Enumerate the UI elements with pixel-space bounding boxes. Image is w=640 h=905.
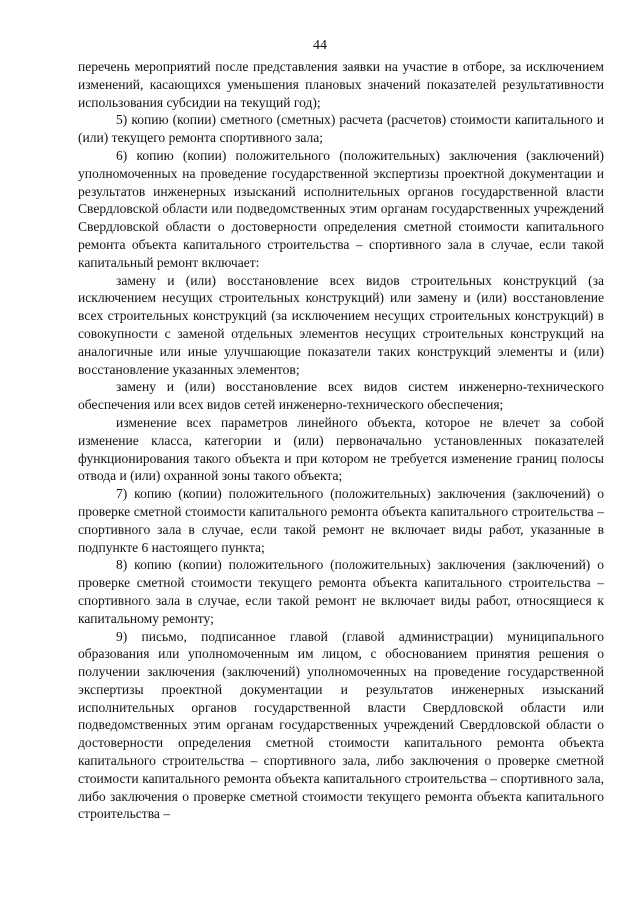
paragraph-item-8: 8) копию (копии) положительного (положительных) заключения (заключений) о проверке сметной стоимости текущего ремонта объекта капитального строительства – спортивного зала в случае, если такой ремонт не включает виды работ, относящиеся к капитальному ремонту; [78,557,604,626]
paragraph-structures: замену и (или) восстановление всех видов строительных конструкций (за исключением несущих строительных конструкций) или замену и (или) восстановление всех строительных конструкций (за исключением несущих строительных конструкций) в совокупности с заменой отдельных элементов несущих строительных конструкций на аналогичные или иные улучшающие показатели таких конструкций элементы и (или) восстановление указанных элементов; [78,272,604,377]
paragraph-continuation: перечень мероприятий после представления заявки на участие в отборе, за исключением изменений, касающихся уменьшения плановых значений показателей результативности использования субсидии на текущий год); [78,59,604,110]
paragraph-item-9: 9) письмо, подписанное главой (главой администрации) муниципального образования или уполномоченным им лицом, с обоснованием принятия решения о получении заключения (заключений) уполномоченных на проведение государственной экспертизы проектной документации и результатов инженерных изысканий исполнительных органов государственной власти Свердловской области или подведомственных этим органам государственных учреждений Свердловской области о достоверности определения сметной стоимости капитального ремонта объекта капитального строительства – спортивного зала, либо заключения о проверке сметной стоимости капитального ремонта объекта капитального строительства – спортивного зала, либо заключения о проверке сметной стоимости текущего ремонта объекта капитального строительства – [78,628,604,822]
paragraph-item-7: 7) копию (копии) положительного (положительных) заключения (заключений) о проверке сметной стоимости капитального ремонта объекта капитального строительства – спортивного зала в случае, если такой ремонт не включает виды работ, указанные в подпункте 6 настоящего пункта; [78,486,604,555]
paragraph-engineering-systems: замену и (или) восстановление всех видов систем инженерно-технического обеспечения или всех видов сетей инженерно-технического обеспечения; [78,379,604,413]
document-body [78,58,604,823]
paragraph-item-6: 6) копию (копии) положительного (положительных) заключения (заключений) уполномоченных на проведение государственной экспертизы проектной документации и результатов инженерных изысканий исполнительных органов государственной власти Свердловской области или подведомственных этим органам государственных учреждений Свердловской области о достоверности определения сметной стоимости капитального ремонта объекта капитального строительства – спортивного зала в случае, если такой капитальный ремонт включает: [78,147,604,270]
paragraph-item-5: 5) копию (копии) сметного (сметных) расчета (расчетов) стоимости капитального и (или) текущего ремонта спортивного зала; [78,112,604,146]
page-number: 44 [313,38,327,53]
paragraph-linear-object: изменение всех параметров линейного объекта, которое не влечет за собой изменение класса, категории и (или) первоначально установленных показателей функционирования такого объекта и при котором не требуется изменение границ полосы отвода и (или) охранной зоны такого объекта; [78,414,604,484]
